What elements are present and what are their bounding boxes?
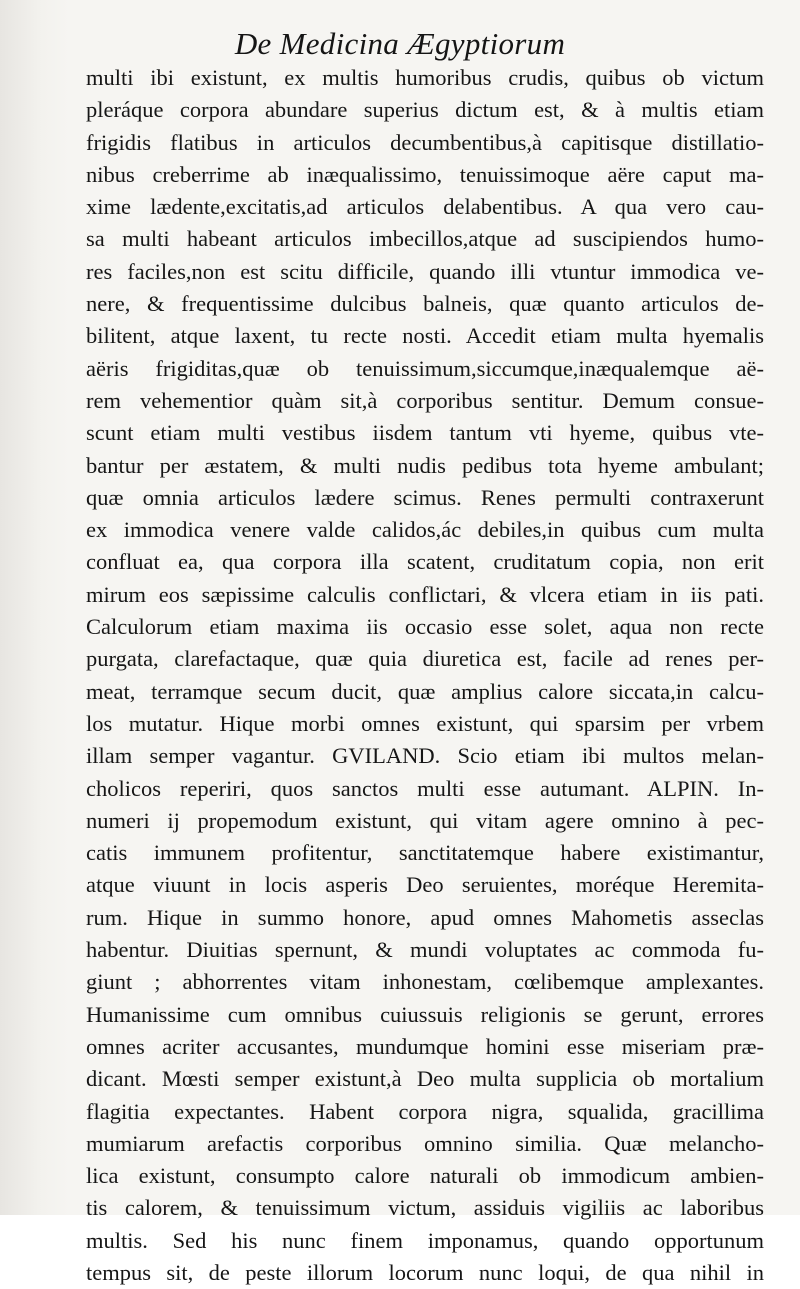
text-line: giunt ; abhorrentes vitam inhonestam, cœlibemque amplexantes. <box>86 969 764 995</box>
text-line: rum. Hique in summo honore, apud omnes Mahometis asseclas <box>86 904 764 930</box>
text-line: mirum eos sæpissime calculis conflictari, & vlcera etiam in iis pati. <box>86 581 764 607</box>
text-line: lica existunt, consumpto calore naturali ob immodicum ambien- <box>86 1163 764 1189</box>
text-line: atque viuunt in locis asperis Deo seruientes, moréque Heremita- <box>86 872 764 898</box>
running-head: De Medicina Ægyptiorum <box>234 26 566 61</box>
text-line: multi ibi existunt, ex multis humoribus crudis, quibus ob victum <box>86 65 764 90</box>
text-line: nere, & frequentissime dulcibus balneis, quæ quanto articulos de- <box>86 291 764 317</box>
text-line: bantur per æstatem, & multi nudis pedibus tota hyeme ambulant; <box>86 452 764 478</box>
text-line: quæ omnia articulos lædere scimus. Renes permulti contraxerunt <box>86 484 764 510</box>
text-line: flagitia expectantes. Habent corpora nigra, squalida, gracillima <box>86 1098 764 1124</box>
text-line: xime lædente,excitatis,ad articulos delabentibus. A qua vero cau- <box>86 194 764 220</box>
text-line: dicant. Mœsti semper existunt,à Deo multa supplicia ob mortalium <box>86 1066 764 1092</box>
text-line: tempus sit, de peste illorum locorum nunc loqui, de qua nihil in <box>86 1259 764 1285</box>
text-line: sa multi habeant articulos imbecillos,atque ad suscipiendos humo- <box>86 226 764 252</box>
text-line: frigidis flatibus in articulos decumbentibus,à capitisque distillatio- <box>86 129 764 155</box>
text-line: tis calorem, & tenuissimum victum, assiduis vigiliis ac laboribus <box>86 1195 764 1221</box>
text-line: res faciles,non est scitu difficile, quando illi vtuntur immodica ve- <box>86 258 764 284</box>
text-line: catis immunem profitentur, sanctitatemque habere existimantur, <box>86 840 764 866</box>
text-line: nibus creberrime ab inæqualissimo, tenuissimoque aëre caput ma- <box>86 161 764 187</box>
text-line: meat, terramque secum ducit, quæ amplius calore siccata,in calcu- <box>86 678 764 704</box>
page-gutter-shadow <box>0 0 70 1215</box>
text-line: los mutatur. Hique morbi omnes existunt, qui sparsim per vrbem <box>86 710 764 736</box>
text-line: habentur. Diuitias spernunt, & mundi voluptates ac commoda fu- <box>86 937 764 963</box>
text-line: cholicos reperiri, quos sanctos multi esse autumant. ALPIN. In- <box>86 775 764 801</box>
text-line: multis. Sed his nunc finem imponamus, quando opportunum <box>86 1227 764 1253</box>
text-line: bilitent, atque laxent, tu recte nosti. Accedit etiam multa hyemalis <box>86 323 764 349</box>
text-line: mumiarum arefactis corporibus omnino similia. Quæ melancho- <box>86 1130 764 1156</box>
text-line: numeri ij propemodum existunt, qui vitam agere omnino à pec- <box>86 807 764 833</box>
text-line: omnes acriter accusantes, mundumque homini esse miseriam præ- <box>86 1033 764 1059</box>
text-line: aëris frigiditas,quæ ob tenuissimum,siccumque,inæqualemque aë- <box>86 355 764 381</box>
text-line: Calculorum etiam maxima iis occasio esse solet, aqua non recte <box>86 614 764 640</box>
text-line: pleráque corpora abundare superius dictum est, & à multis etiam <box>86 97 764 123</box>
text-line: illam semper vagantur. GVILAND. Scio etiam ibi multos melan- <box>86 743 764 769</box>
text-line: confluat ea, qua corpora illa scatent, cruditatum copia, non erit <box>86 549 764 575</box>
text-line: purgata, clarefactaque, quæ quia diuretica est, facile ad renes per- <box>86 646 764 672</box>
body-text <box>86 62 764 1289</box>
text-line: scunt etiam multi vestibus iisdem tantum vti hyeme, quibus vte- <box>86 420 764 446</box>
text-line: Humanissime cum omnibus cuiussuis religionis se gerunt, errores <box>86 1001 764 1027</box>
text-line: rem vehementior quàm sit,à corporibus sentitur. Demum consue- <box>86 387 764 413</box>
text-line: ex immodica venere valde calidos,ác debiles,in quibus cum multa <box>86 517 764 543</box>
